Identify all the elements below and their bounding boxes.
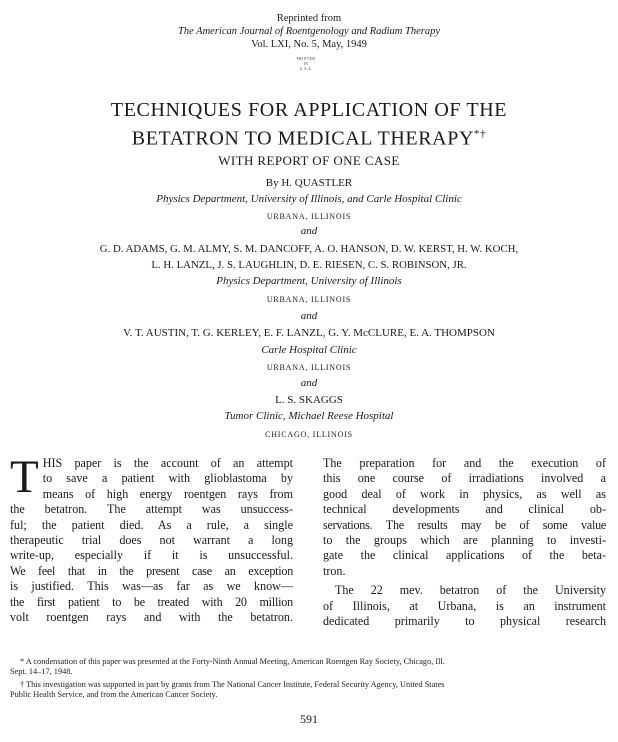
text-line: good deal of work in physics, as well as [323, 486, 606, 501]
text-line: gate the clinical applications of the beta- [323, 548, 606, 563]
affiliation-1: Physics Department, University of Illinois, and Carle Hospital Clinic [156, 193, 462, 205]
footnote-1 [10, 657, 610, 677]
and-3: and [300, 377, 318, 389]
text-line: tron. [323, 563, 346, 578]
text-line: We feel that in the present case an exception [10, 563, 293, 578]
author-group-2-line-2: L. H. LANZL, J. S. LAUGHLIN, D. E. RIESEN, C. S. ROBINSON, JR. [151, 259, 467, 271]
right-column [323, 456, 606, 629]
printed-in-usa-stamp [289, 56, 323, 76]
author-group-2-line-1: G. D. ADAMS, G. M. ALMY, S. M. DANCOFF, A. O. HANSON, D. W. KERST, H. W. KOCH, [99, 243, 519, 255]
primary-author: By H. QUASTLER [265, 177, 353, 189]
location-4: CHICAGO, ILLINOIS [265, 430, 353, 439]
left-column [10, 451, 293, 625]
text-line: the betatron. The attempt was unsuccess- [10, 502, 293, 517]
affiliation-2: Physics Department, University of Illinois [216, 275, 402, 287]
and-2: and [300, 310, 318, 322]
author-group-4: L. S. SKAGGS [275, 394, 343, 406]
text-line: is justified. This was—as far as we know— [10, 579, 293, 594]
location-1: URBANA, ILLINOIS [266, 212, 352, 221]
footnote-2 [10, 680, 610, 700]
text-line: to the groups which are planning to investi- [323, 533, 606, 548]
text-line: to save a patient with glioblastoma by [42, 471, 293, 486]
stamp-line: PRINTED [296, 56, 316, 61]
page-number: 591 [300, 712, 318, 726]
footnote-marks: *† [474, 128, 487, 140]
text-line: this one course of irradiations involved a [323, 471, 606, 486]
text-line: The preparation for and the execution of [323, 456, 606, 470]
text-line: The 22 mev. betatron of the University [335, 583, 606, 598]
title-line-2 [0, 123, 618, 151]
stamp-line: U.S.A. [299, 66, 313, 71]
affiliation-4: Tumor Clinic, Michael Reese Hospital [224, 410, 394, 422]
title-text: BETATRON TO MEDICAL THERAPY [131, 127, 474, 150]
title-line-1: TECHNIQUES FOR APPLICATION OF THE [110, 99, 508, 121]
volume-line: Vol. LXI, No. 5, May, 1949 [251, 39, 367, 50]
text-line: HIS paper is the account of an attempt [42, 456, 293, 470]
text-line: means of high energy roentgen rays from [42, 486, 293, 501]
reprint-line: Reprinted from [276, 13, 342, 24]
location-2: URBANA, ILLINOIS [266, 295, 352, 304]
text-line: dedicated primarily to physical research [323, 614, 606, 629]
text-line: therapeutic trial does not warrant a long [10, 533, 293, 548]
footnote-line: Sept. 14–17, 1948. [10, 667, 73, 676]
text-line: the first patient to be treated with 20 million [10, 594, 293, 609]
journal-name: The American Journal of Roentgenology and Radium Therapy [178, 26, 440, 37]
footnote-line: * A condensation of this paper was presented at the Forty-Ninth Annual Meeting, American Roentgen Ray Society, Chicago, Ill. [20, 657, 445, 666]
affiliation-3: Carle Hospital Clinic [261, 344, 357, 356]
text-line: of Illinois, at Urbana, is an instrument [323, 598, 606, 613]
and-1: and [300, 225, 318, 237]
footnote-line: Public Health Service, and from the American Cancer Society. [10, 690, 218, 699]
subtitle: WITH REPORT OF ONE CASE [218, 153, 400, 168]
location-3: URBANA, ILLINOIS [266, 363, 352, 372]
author-group-3: V. T. AUSTIN, T. G. KERLEY, E. F. LANZL, G. Y. McCLURE, E. A. THOMPSON [123, 327, 495, 339]
text-line: servations. The results may be of some value [323, 517, 606, 532]
drop-cap: T [10, 451, 39, 503]
footnote-line: † This investigation was supported in part by grants from The National Cancer Institute, Federal Security Agency, United States [20, 680, 445, 689]
text-line: ful; the patient died. As a rule, a single [10, 517, 293, 532]
text-line: technical developments and clinical ob- [323, 502, 606, 517]
stamp-line: IN [303, 61, 309, 66]
text-line: volt roentgen rays and with the betatron. [10, 610, 293, 625]
text-line: write-up, especially if it is unsuccessful. [10, 548, 293, 563]
